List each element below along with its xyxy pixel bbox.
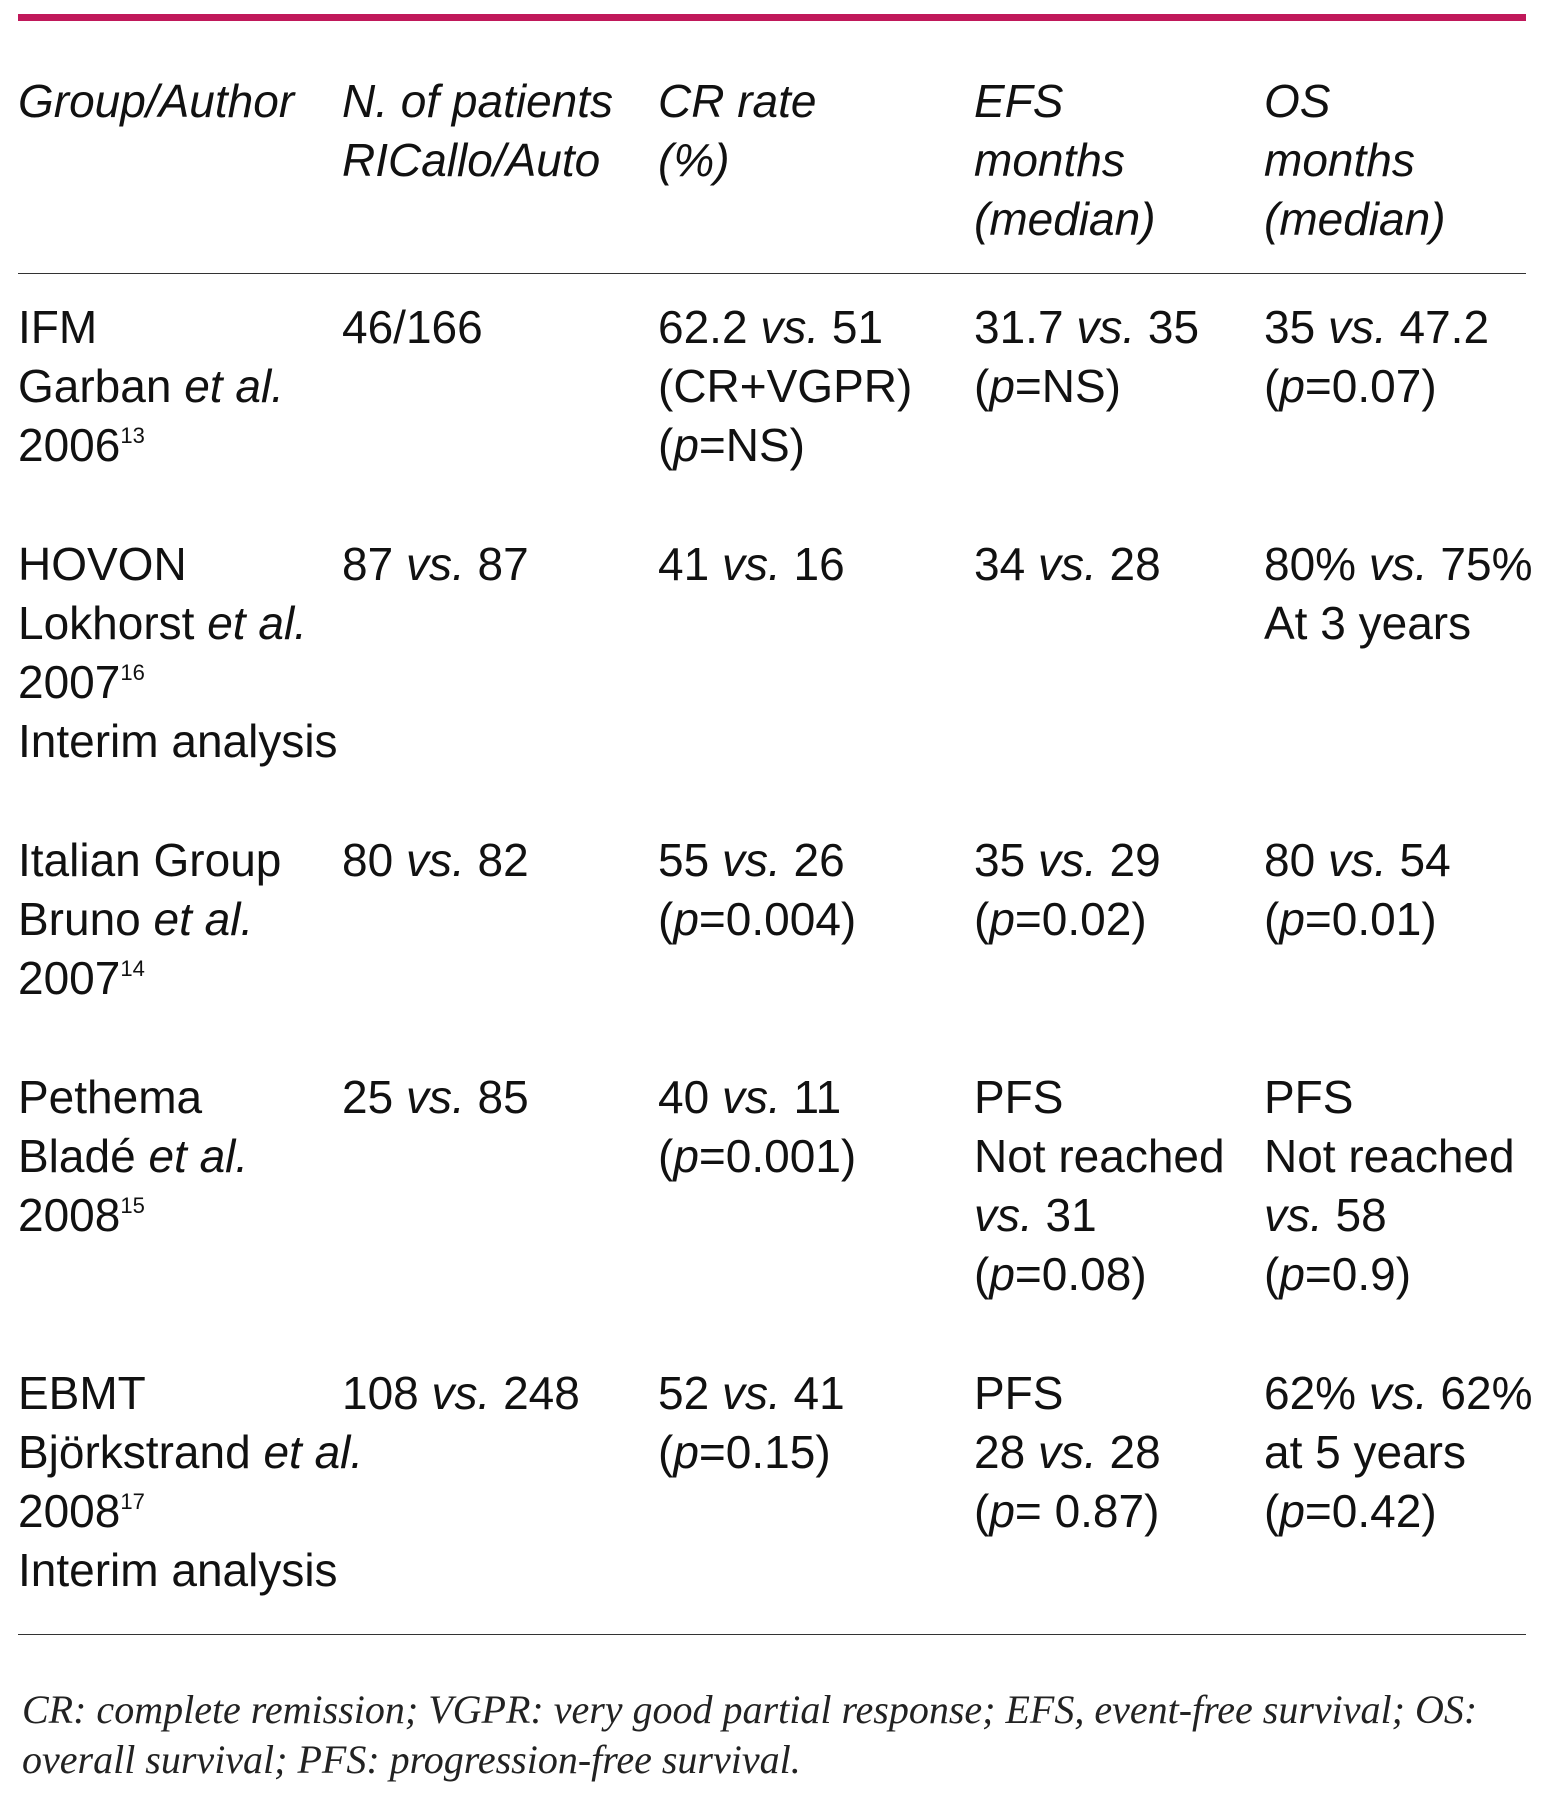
cell-patients — [342, 1068, 658, 1364]
author-name: Björkstrand et al. — [18, 1426, 364, 1478]
group-name: IFM — [18, 301, 98, 353]
cell-os — [1264, 535, 1533, 831]
cell-os-line: (p=0.07) — [1264, 360, 1437, 412]
cell-efs-line: 31.7 vs. 35 — [974, 301, 1200, 353]
cell-cr-rate — [658, 1364, 974, 1635]
comparison-table — [18, 72, 1533, 1635]
header-group-author: Group/Author — [18, 72, 342, 274]
reference-number: 16 — [120, 660, 145, 685]
cell-efs-line: 34 vs. 28 — [974, 538, 1161, 590]
top-accent-rule — [18, 14, 1526, 21]
cell-efs-line: (p=NS) — [974, 360, 1122, 412]
cell-efs-line: (p=0.08) — [974, 1248, 1147, 1300]
cell-efs — [974, 274, 1264, 536]
patients-value: 80 vs. 82 — [342, 834, 529, 886]
table-row — [18, 1068, 1526, 1364]
table-row — [18, 1364, 1526, 1635]
cell-efs-line: 35 vs. 29 — [974, 834, 1161, 886]
cell-group-author — [18, 1364, 364, 1635]
cell-efs-line: Not reached — [974, 1130, 1225, 1182]
group-name: EBMT — [18, 1367, 146, 1419]
cell-cr-rate-line: (p=0.001) — [658, 1130, 857, 1182]
cell-os-line: 35 vs. 47.2 — [1264, 301, 1490, 353]
table-row — [18, 831, 1526, 1068]
cell-cr-rate-line: (CR+VGPR) — [658, 360, 913, 412]
group-name: HOVON — [18, 538, 187, 590]
cell-efs — [974, 831, 1264, 1068]
cell-os — [1264, 1364, 1533, 1635]
author-name: Lokhorst et al. — [18, 597, 307, 649]
table-header — [18, 72, 1526, 274]
study-year — [18, 653, 342, 712]
header-patients: N. of patients RICallo/Auto — [342, 72, 658, 274]
cell-group-author — [18, 274, 342, 536]
cell-patients — [342, 535, 658, 831]
cell-efs — [974, 535, 1264, 831]
cell-cr-rate-line: 41 vs. 16 — [658, 538, 845, 590]
author-name: Garban et al. — [18, 360, 284, 412]
cell-efs-line: (p= 0.87) — [974, 1485, 1160, 1537]
cell-efs — [974, 1364, 1264, 1635]
year-text: 2007 — [18, 952, 121, 1004]
study-year — [18, 949, 342, 1008]
cell-os — [1264, 274, 1526, 536]
table-body — [18, 274, 1533, 1635]
study-note: Interim analysis — [18, 715, 338, 767]
cell-group-author — [18, 1068, 342, 1364]
cell-patients — [342, 1364, 658, 1635]
cell-cr-rate-line: (p=NS) — [658, 419, 806, 471]
cell-cr-rate-line: 40 vs. 11 — [658, 1071, 842, 1123]
cell-efs — [974, 1068, 1264, 1364]
patients-value: 87 vs. 87 — [342, 538, 529, 590]
cell-os-line: (p=0.01) — [1264, 893, 1437, 945]
year-text: 2008 — [18, 1485, 121, 1537]
patients-value: 25 vs. 85 — [342, 1071, 529, 1123]
cell-os-line: 80% vs. 75% — [1264, 538, 1533, 590]
cell-group-author — [18, 535, 342, 831]
cell-cr-rate-line: (p=0.004) — [658, 893, 857, 945]
header-cr-rate: CR rate (%) — [658, 72, 974, 274]
cell-os-line: 62% vs. 62% — [1264, 1367, 1533, 1419]
table-footnote: CR: complete remission; VGPR: very good partial response; EFS, event-free survival; OS: overall survival; PFS: progression-free survival. — [22, 1687, 1478, 1782]
patients-value: 46/166 — [342, 301, 483, 353]
author-name: Bladé et al. — [18, 1130, 249, 1182]
reference-number: 15 — [120, 1193, 145, 1218]
cell-cr-rate-line: (p=0.15) — [658, 1426, 831, 1478]
reference-number: 17 — [120, 1489, 145, 1514]
study-note: Interim analysis — [18, 1544, 338, 1596]
cell-patients — [342, 831, 658, 1068]
reference-number: 14 — [120, 956, 145, 981]
group-name: Pethema — [18, 1071, 203, 1123]
author-name: Bruno et al. — [18, 893, 254, 945]
cell-efs-line: PFS — [974, 1071, 1064, 1123]
cell-efs-line: 28 vs. 28 — [974, 1426, 1161, 1478]
study-year — [18, 416, 342, 475]
year-text: 2007 — [18, 656, 121, 708]
year-text: 2006 — [18, 419, 121, 471]
cell-os-line: at 5 years — [1264, 1426, 1466, 1478]
patients-value: 108 vs. 248 — [342, 1367, 580, 1419]
reference-number: 13 — [120, 423, 145, 448]
header-efs: EFS months (median) — [974, 72, 1264, 274]
cell-os-line: (p=0.9) — [1264, 1248, 1412, 1300]
cell-group-author — [18, 831, 342, 1068]
cell-cr-rate-line: 52 vs. 41 — [658, 1367, 845, 1419]
group-name: Italian Group — [18, 834, 282, 886]
cell-cr-rate — [658, 1068, 974, 1364]
table-row — [18, 274, 1526, 536]
study-year — [18, 1186, 342, 1245]
cell-os-line: At 3 years — [1264, 597, 1472, 649]
cell-os-line: vs. 58 — [1264, 1189, 1387, 1241]
header-row — [18, 72, 1526, 274]
study-year — [18, 1482, 342, 1541]
cell-cr-rate — [658, 274, 974, 536]
cell-cr-rate-line: 55 vs. 26 — [658, 834, 845, 886]
cell-os — [1264, 831, 1526, 1068]
table-row — [18, 535, 1526, 831]
cell-cr-rate-line: 62.2 vs. 51 — [658, 301, 884, 353]
cell-efs-line: vs. 31 — [974, 1189, 1097, 1241]
cell-os-line: Not reached — [1264, 1130, 1515, 1182]
cell-os-line: 80 vs. 54 — [1264, 834, 1451, 886]
cell-patients — [342, 274, 658, 536]
cell-os-line: (p=0.42) — [1264, 1485, 1437, 1537]
cell-cr-rate — [658, 535, 974, 831]
year-text: 2008 — [18, 1189, 121, 1241]
cell-efs-line: PFS — [974, 1367, 1064, 1419]
cell-cr-rate — [658, 831, 974, 1068]
cell-os-line: PFS — [1264, 1071, 1354, 1123]
cell-os — [1264, 1068, 1526, 1364]
header-os: OS months (median) — [1264, 72, 1526, 274]
cell-efs-line: (p=0.02) — [974, 893, 1147, 945]
